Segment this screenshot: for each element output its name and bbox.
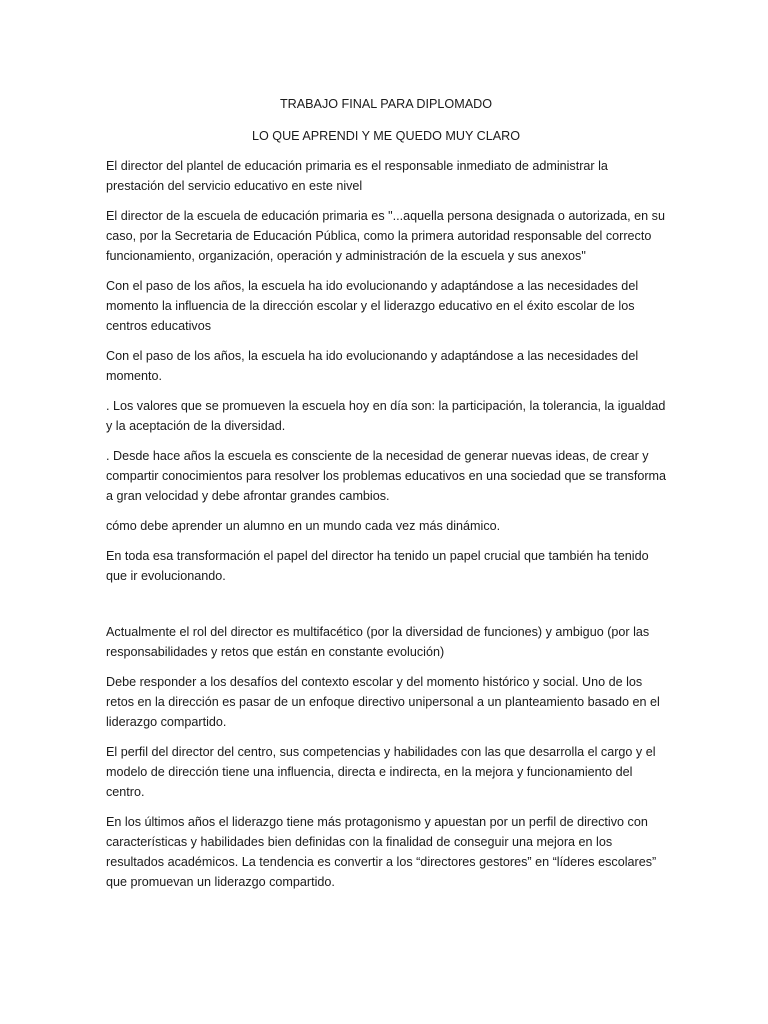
paragraph-10: Debe responder a los desafíos del contexto escolar y del momento histórico y social. Uno de los retos en la dirección es pasar de un enfoque directivo unipersonal a un planteamiento basado en el liderazgo compartido. [106, 675, 660, 729]
paragraph-1: El director del plantel de educación primaria es el responsable inmediato de administrar la prestación del servicio educativo en este nivel [106, 159, 608, 193]
paragraph-12: En los últimos años el liderazgo tiene más protagonismo y apuestan por un perfil de directivo con características y habilidades bien definidas con la finalidad de conseguir una mejora en los resultados académicos. La tendencia es convertir a los “directores gestores” en “líderes escolares” que promuevan un liderazgo compartido. [106, 815, 657, 889]
paragraph-5: . Los valores que se promueven la escuela hoy en día son: la participación, la tolerancia, la igualdad y la aceptación de la diversidad. [106, 399, 666, 433]
document-content [106, 94, 666, 902]
blank-line [106, 596, 666, 622]
paragraph-2: El director de la escuela de educación primaria es "...aquella persona designada o autorizada, en su caso, por la Secretaria de Educación Pública, como la primera autoridad responsable del correcto funcionamiento, organización, operación y administración de la escuela y sus anexos" [106, 209, 665, 263]
paragraph-7: cómo debe aprender un alumno en un mundo cada vez más dinámico. [106, 519, 501, 533]
document-subtitle: LO QUE APRENDI Y ME QUEDO MUY CLARO [251, 129, 521, 143]
paragraph-9: Actualmente el rol del director es multifacético (por la diversidad de funciones) y ambiguo (por las responsabilidades y retos que están en constante evolución) [106, 625, 650, 659]
paragraph-8: En toda esa transformación el papel del director ha tenido un papel crucial que también ha tenido que ir evolucionando. [106, 549, 649, 583]
paragraph-4: Con el paso de los años, la escuela ha ido evolucionando y adaptándose a las necesidades del momento. [106, 349, 639, 383]
paragraph-3: Con el paso de los años, la escuela ha ido evolucionando y adaptándose a las necesidades del momento la influencia de la dirección escolar y el liderazgo educativo en el éxito escolar de los centros educativos [106, 279, 639, 333]
paragraph-11: El perfil del director del centro, sus competencias y habilidades con las que desarrolla el cargo y el modelo de dirección tiene una influencia, directa e indirecta, en la mejora y funcionamiento del centro. [106, 745, 656, 799]
paragraph-6: . Desde hace años la escuela es consciente de la necesidad de generar nuevas ideas, de crear y compartir conocimientos para resolver los problemas educativos en una sociedad que se transforma a gran velocidad y debe afrontar grandes cambios. [106, 449, 667, 503]
document-title: TRABAJO FINAL PARA DIPLOMADO [279, 97, 493, 111]
